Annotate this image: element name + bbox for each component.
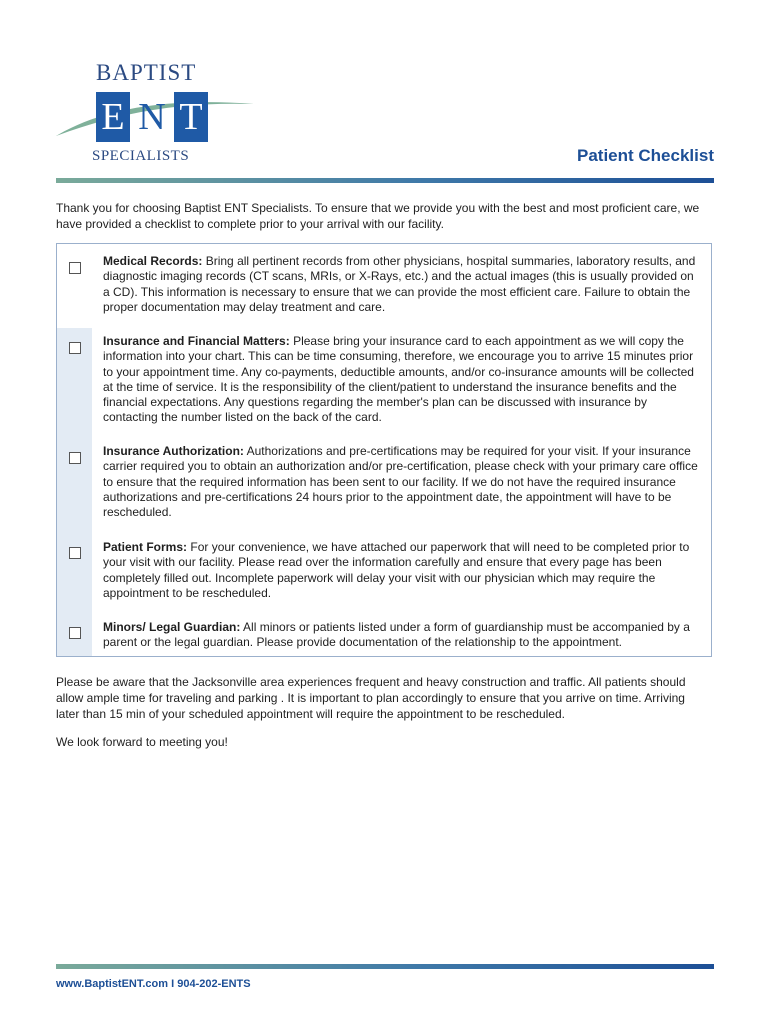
footer-divider [56,964,714,969]
checkbox-insurance-financial[interactable] [69,342,81,354]
checkbox-minors-guardian[interactable] [69,627,81,639]
checkbox-medical-records[interactable] [69,262,81,274]
item-text [103,254,701,315]
item-body: Bring all pertinent records from other physicians, hospital summaries, laboratory results, and diagnostic imaging records (CT scans, MRIs, or X-Rays, etc.) and the actual images (this is usually provided on a CD). This information is necessary to ensure that we can provide the most efficient care. Failure to obtain the proper documentation may delay treatment and care. [103,254,696,314]
item-text [103,540,701,601]
header-divider [56,178,714,183]
item-text [103,444,701,520]
item-body: Please bring your insurance card to each appointment as we will copy the information into your chart. This can be time consuming, therefore, we encourage you to arrive 15 minutes prior to your appointment time. Any co-payments, deductible amounts, and/or co-insurance amounts will be collected at the time of service. It is the responsibility of the client/patient to understand the insurance benefits and the financial expectations. Any questions regarding the member's plan can be discussed with insurance by contacting the number listed on the back of the card. [103,334,694,425]
logo-letter-e: E [96,92,130,142]
checkbox-column [57,244,92,328]
item-body: All minors or patients listed under a form of guardianship must be accompanied by a parent or the legal guardian. Please provide documentation of the relationship to the appointment. [103,620,690,650]
checkbox-column [57,436,92,528]
logo-top-word: BAPTIST [96,60,197,85]
checkbox-column [57,528,92,610]
item-body: Authorizations and pre-certifications may be required for your visit. If your insurance carrier required you to obtain an authorization and/or pre-certification, please check with your primary care office to ensure that the required information has been sent to our facility. If we do not have the required insurance authorizations and pre-certifications 24 hours prior to the appointment date, the appointment will have to be rescheduled. [103,444,698,520]
footer-contact[interactable]: www.BaptistENT.com I 904-202-ENTS [56,978,251,990]
checklist-box [56,243,712,657]
closing-paragraph: Please be aware that the Jacksonville area experiences frequent and heavy construction and traffic. All patients should allow ample time for traveling and parking . It is important to plan accordingly to ensure that you arrive on time. Arriving later than 15 min of your scheduled appointment will require the appointment to be rescheduled. [56,675,686,721]
page-title: Patient Checklist [577,146,714,165]
checkbox-patient-forms[interactable] [69,547,81,559]
logo-bottom-word: SPECIALISTS [92,148,190,164]
item-heading: Patient Forms: [103,540,188,554]
logo-letter-n: N [138,96,166,138]
logo-letter-t: T [174,92,208,142]
checklist-item-patient-forms [57,528,711,610]
baptist-ent-logo [56,58,256,168]
item-text [103,620,701,651]
item-heading: Insurance Authorization: [103,444,244,458]
checklist-item-medical-records [57,244,711,328]
checklist-item-insurance-authorization [57,436,711,528]
item-heading: Medical Records: [103,254,203,268]
item-heading: Insurance and Financial Matters: [103,334,290,348]
item-text [103,334,701,426]
item-heading: Minors/ Legal Guardian: [103,620,241,634]
signoff-line: We look forward to meeting you! [56,735,228,749]
checklist-item-minors-guardian [57,610,711,656]
checkbox-insurance-authorization[interactable] [69,452,81,464]
item-body: For your convenience, we have attached our paperwork that will need to be completed prior to your visit with our facility. Please read over the information carefully and ensure that every page has been completely filled out. Incomplete paperwork will delay your visit with our physician which may require the appointment to be rescheduled. [103,540,690,600]
intro-paragraph: Thank you for choosing Baptist ENT Specialists. To ensure that we provide you with the best and most proficient care, we have provided a checklist to complete prior to your arrival with our facility. [56,201,700,231]
checklist-item-insurance-financial [57,328,711,436]
